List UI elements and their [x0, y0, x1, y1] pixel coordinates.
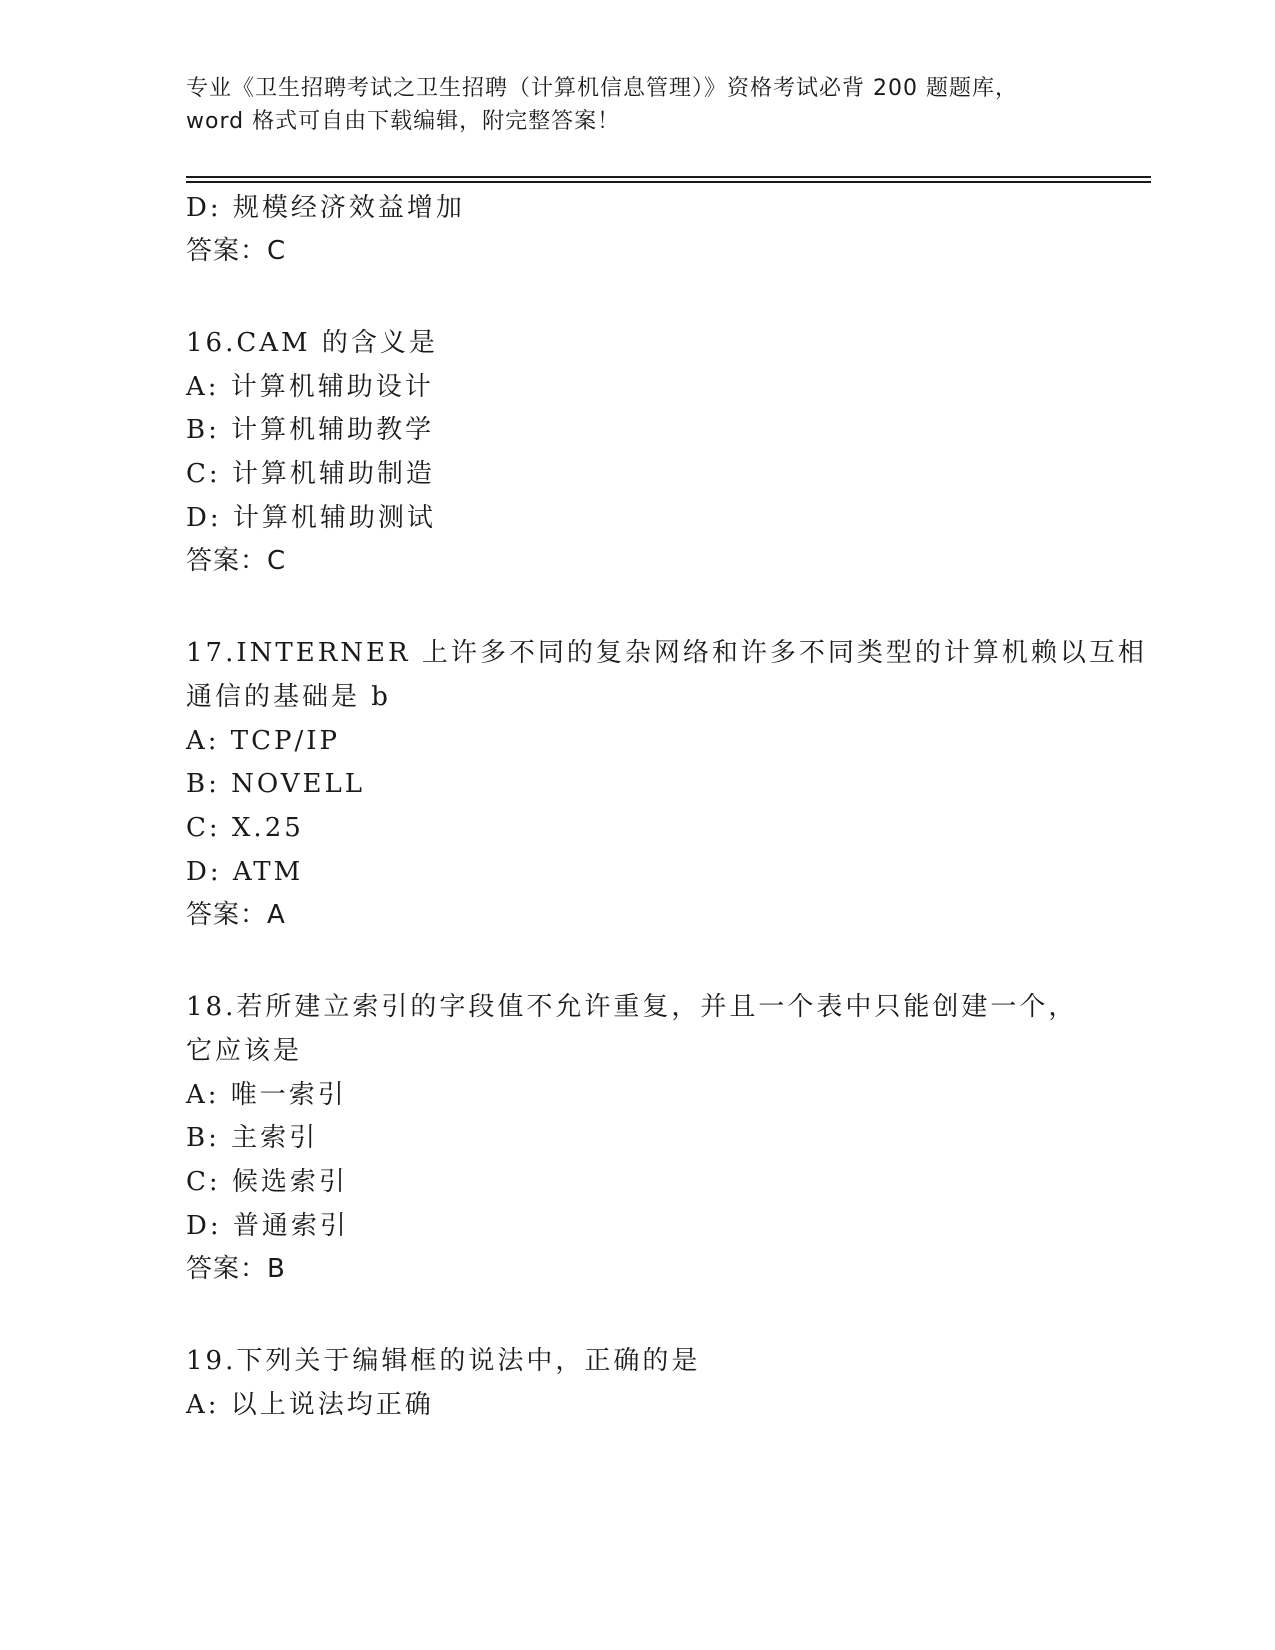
- header-title-line-1: 专业《卫生招聘考试之卫生招聘（计算机信息管理）》资格考试必背 200 题题库，: [186, 76, 1018, 101]
- q17-answer: 答案：A: [186, 900, 286, 930]
- q19-stem: 19.下列关于编辑框的说法中，正确的是: [186, 1346, 701, 1376]
- q18-option-c: C: 候选索引: [186, 1167, 348, 1197]
- header-divider-bottom: [186, 181, 1151, 183]
- document-header: [186, 72, 1086, 138]
- q15-option-d: D: 规模经济效益增加: [186, 193, 465, 223]
- q17-stem-line-1: 17.INTERNER 上许多不同的复杂网络和许多不同类型的计算机赖以互相: [186, 638, 1147, 668]
- q16-stem: 16.CAM 的含义是: [186, 328, 438, 358]
- q18-answer: 答案：B: [186, 1254, 286, 1284]
- q18-option-a: A: 唯一索引: [186, 1080, 347, 1110]
- header-title-line-2: word 格式可自由下载编辑，附完整答案！: [186, 109, 621, 134]
- q18-option-d: D: 普通索引: [186, 1211, 349, 1241]
- q18-option-b: B: 主索引: [186, 1123, 319, 1153]
- q15-answer: 答案：C: [186, 236, 287, 266]
- q16-option-c: C: 计算机辅助制造: [186, 459, 435, 489]
- q17-option-d: D: ATM: [186, 857, 304, 887]
- q16-answer: 答案：C: [186, 546, 287, 576]
- q18-stem-line-1: 18.若所建立索引的字段值不允许重复，并且一个表中只能创建一个，: [186, 992, 1078, 1022]
- q17-option-a: A: TCP/IP: [186, 726, 341, 756]
- header-divider-top: [186, 176, 1151, 178]
- q17-option-b: B: NOVELL: [186, 769, 366, 799]
- q17-stem-line-2: 通信的基础是 b: [186, 682, 391, 712]
- q19-option-a: A: 以上说法均正确: [186, 1390, 434, 1420]
- q16-option-b: B: 计算机辅助教学: [186, 415, 435, 445]
- q17-option-c: C: X.25: [186, 813, 304, 843]
- q16-option-d: D: 计算机辅助测试: [186, 503, 436, 533]
- q18-stem-line-2: 它应该是: [186, 1036, 303, 1066]
- q16-option-a: A: 计算机辅助设计: [186, 372, 434, 402]
